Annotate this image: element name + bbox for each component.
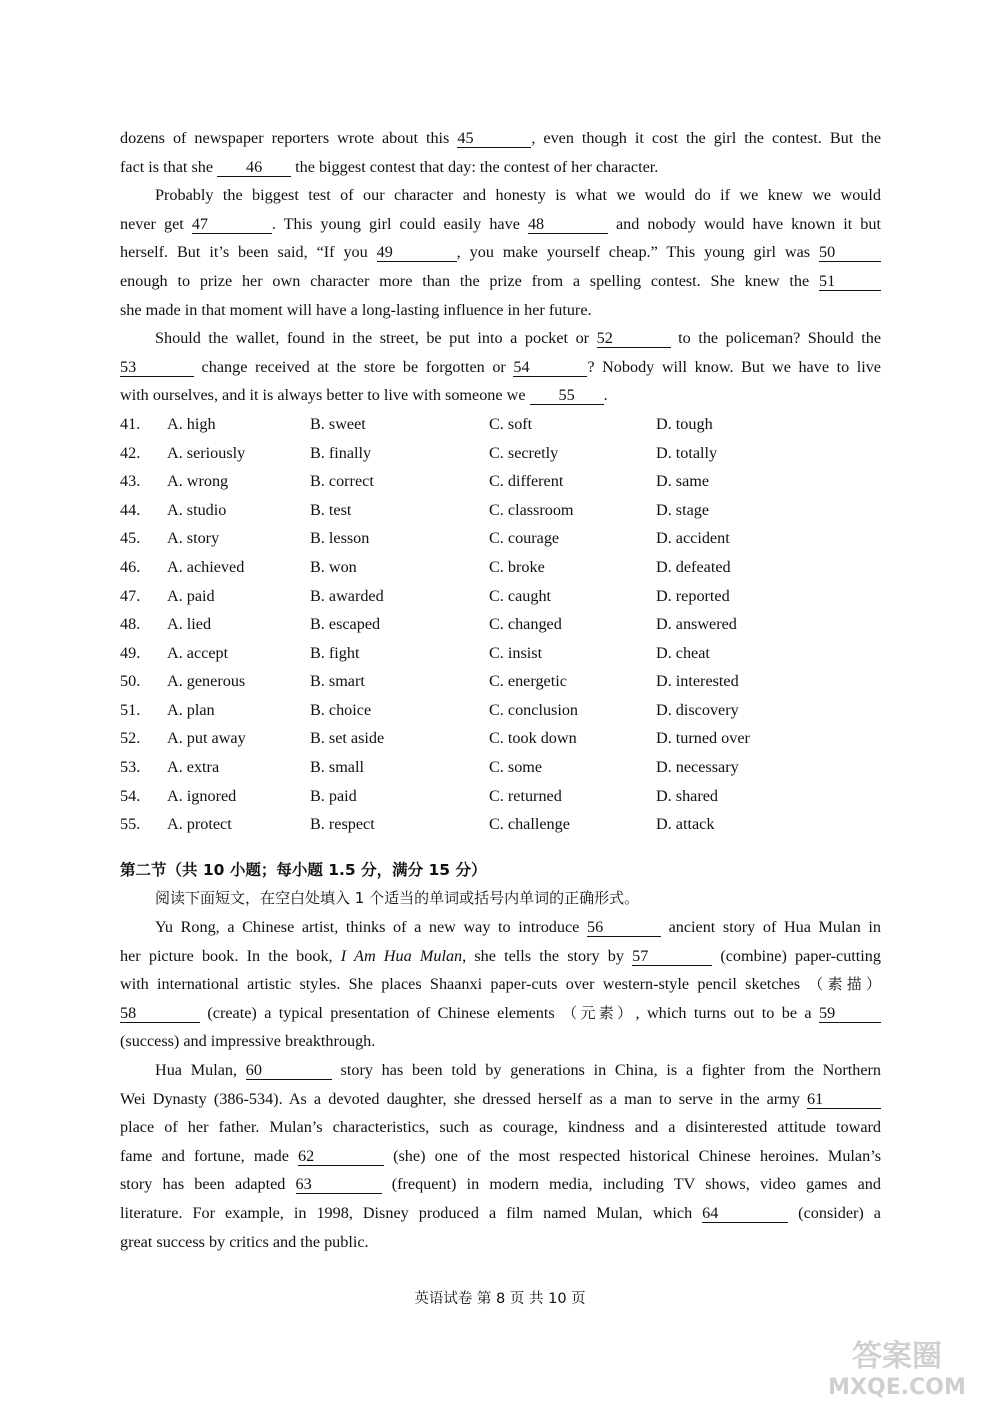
- blank-53: 53: [120, 358, 194, 377]
- option-c: C. energetic: [489, 672, 567, 691]
- option-d: D. totally: [656, 443, 718, 462]
- text: story has been told by generations in China, is a fighter from the Northern: [331, 1061, 881, 1079]
- option-row: [120, 439, 856, 468]
- option-row: [120, 410, 856, 439]
- blank-62: 62: [298, 1147, 384, 1166]
- blank-49: 49: [377, 243, 457, 262]
- passage2-line: [120, 913, 881, 942]
- option-c: C. took down: [489, 729, 577, 748]
- option-a: A. story: [167, 529, 220, 548]
- option-a: A. put away: [167, 729, 246, 748]
- passage1-line: [120, 324, 881, 353]
- option-c: C. changed: [489, 615, 562, 634]
- option-d: D. accident: [656, 529, 730, 548]
- question-number: 51.: [120, 700, 141, 719]
- option-row: [120, 553, 856, 582]
- passage1-line: [120, 153, 881, 182]
- text: , you make yourself cheap.” This young girl was: [456, 243, 819, 262]
- text: literature. For example, in 1998, Disney produced a film named Mulan, which: [120, 1203, 703, 1222]
- blank-52: 52: [597, 329, 671, 348]
- text: , she tells the story by: [462, 946, 633, 965]
- option-c: C. courage: [489, 529, 560, 548]
- text: Hua Mulan,: [155, 1061, 246, 1079]
- passage2-line: [120, 942, 881, 971]
- option-a: A. studio: [167, 500, 227, 519]
- passage1-line: [120, 267, 881, 296]
- option-b: B. fight: [310, 643, 360, 662]
- page-footer: 英语试卷 第 8 页 共 10 页: [414, 1291, 586, 1307]
- option-c: C. classroom: [489, 500, 574, 519]
- option-a: A. protect: [167, 815, 232, 834]
- blank-46: 46: [217, 158, 291, 177]
- blank-55: 55: [530, 386, 604, 405]
- option-a: A. paid: [167, 586, 215, 605]
- option-a: A. achieved: [167, 557, 245, 576]
- passage1-line: [120, 238, 881, 267]
- options-table: [120, 410, 856, 839]
- option-c: C. different: [489, 472, 564, 491]
- option-c: C. caught: [489, 586, 552, 605]
- blank-63: 63: [296, 1175, 382, 1194]
- passage2-line: [120, 1142, 881, 1171]
- option-d: D. necessary: [656, 758, 739, 777]
- option-c: C. some: [489, 758, 543, 777]
- option-row: [120, 667, 856, 696]
- option-row: [120, 496, 856, 525]
- option-c: C. insist: [489, 643, 543, 662]
- option-d: D. cheat: [656, 643, 710, 662]
- passage2-line: [120, 970, 881, 999]
- text: fame and fortune, made: [120, 1146, 298, 1165]
- text: never get: [120, 214, 192, 233]
- option-d: D. tough: [656, 414, 713, 433]
- option-d: D. answered: [656, 615, 737, 634]
- option-d: D. attack: [656, 815, 715, 834]
- question-number: 47.: [120, 586, 141, 605]
- blank-50: 50: [819, 243, 881, 262]
- option-c: C. challenge: [489, 815, 570, 834]
- option-a: A. wrong: [167, 472, 229, 491]
- option-d: D. same: [656, 472, 710, 491]
- text: with ourselves, and it is always better to live with someone we: [120, 386, 530, 405]
- option-row: [120, 810, 856, 839]
- question-number: 44.: [120, 500, 141, 519]
- question-number: 41.: [120, 414, 141, 433]
- text: (combine) paper-cutting: [712, 946, 881, 965]
- question-number: 50.: [120, 672, 141, 691]
- blank-61: 61: [807, 1090, 881, 1109]
- question-number: 42.: [120, 443, 141, 462]
- option-b: B. set aside: [310, 729, 385, 748]
- option-a: A. plan: [167, 700, 215, 719]
- passage1-line: [120, 124, 881, 153]
- section2-title: 第二节（共 10 小题；每小题 1.5 分，满分 15 分）: [120, 860, 487, 879]
- option-d: D. interested: [656, 672, 739, 691]
- passage2-line: [120, 1085, 881, 1114]
- blank-54: 54: [513, 358, 587, 377]
- text: her picture book. In the book,: [120, 946, 341, 965]
- text: , which turns out to be a: [635, 1003, 819, 1022]
- text: . This young girl could easily have: [271, 214, 528, 233]
- text: enough to prize her own character more than the prize from a spelling contest. She knew the: [120, 271, 819, 290]
- option-b: B. won: [310, 557, 357, 576]
- passage2-line: [120, 1199, 881, 1228]
- option-row: [120, 610, 856, 639]
- book-title: I Am Hua Mulan: [340, 946, 463, 965]
- option-a: A. accept: [167, 643, 229, 662]
- option-d: D. turned over: [656, 729, 750, 748]
- option-row: [120, 582, 856, 611]
- option-c: C. returned: [489, 786, 562, 805]
- text: fact is that she: [120, 157, 218, 176]
- option-b: B. choice: [310, 700, 372, 719]
- passage1-line: [120, 353, 881, 382]
- option-a: A. generous: [167, 672, 246, 691]
- option-b: B. lesson: [310, 529, 370, 548]
- question-number: 52.: [120, 729, 141, 748]
- option-row: [120, 524, 856, 553]
- text: ancient story of Hua Mulan in: [660, 918, 881, 937]
- option-b: B. awarded: [310, 586, 384, 605]
- blank-59: 59: [819, 1004, 881, 1023]
- option-row: [120, 724, 856, 753]
- option-b: B. respect: [310, 815, 375, 834]
- option-a: A. high: [167, 414, 216, 433]
- gloss: （元素）: [562, 1003, 636, 1022]
- question-number: 45.: [120, 529, 141, 548]
- text: (frequent) in modern media, including TV shows, video games and: [381, 1175, 881, 1194]
- text: (consider) a: [788, 1203, 881, 1222]
- blank-64: 64: [702, 1204, 788, 1223]
- text: (create) a typical presentation of Chinese elements: [200, 1003, 563, 1022]
- option-b: B. escaped: [310, 615, 381, 634]
- passage1-line: [120, 381, 881, 410]
- text: Should the wallet, found in the street, be put into a pocket or: [155, 329, 597, 348]
- option-row: [120, 782, 856, 811]
- question-number: 49.: [120, 643, 141, 662]
- watermark-text-2: MXQE.COM: [828, 1375, 966, 1400]
- passage2-line: (success) and impressive breakthrough.: [120, 1032, 376, 1051]
- option-a: A. ignored: [167, 786, 237, 805]
- blank-48: 48: [528, 215, 608, 234]
- text: with international artistic styles. She places Shaanxi paper-cuts over western-style pencil sketches: [120, 975, 809, 994]
- text: Wei Dynasty (386-534). As a devoted daughter, she dressed herself as a man to serve in the army: [120, 1089, 807, 1108]
- passage2-line: [120, 1056, 881, 1085]
- blank-56: 56: [587, 918, 661, 937]
- text: story has been adapted: [120, 1175, 296, 1194]
- option-b: B. sweet: [310, 414, 366, 433]
- gloss: （素描）: [808, 975, 881, 994]
- section2-instruction: 阅读下面短文，在空白处填入 1 个适当的单词或括号内单词的正确形式。: [155, 889, 640, 908]
- option-a: A. lied: [167, 615, 212, 634]
- option-d: D. defeated: [656, 557, 731, 576]
- option-d: D. discovery: [656, 700, 739, 719]
- option-c: C. secretly: [489, 443, 559, 462]
- option-c: C. conclusion: [489, 700, 579, 719]
- question-number: 43.: [120, 472, 141, 491]
- text: ? Nobody will know. But we have to live: [587, 357, 881, 376]
- passage2-line: [120, 1170, 881, 1199]
- option-b: B. finally: [310, 443, 372, 462]
- blank-45: 45: [457, 129, 531, 148]
- option-a: A. extra: [167, 758, 220, 777]
- option-b: B. test: [310, 500, 352, 519]
- text: , even though it cost the girl the contest. But the: [531, 129, 882, 147]
- passage1-line: she made in that moment will have a long-lasting influence in her future.: [120, 300, 592, 319]
- option-row: [120, 467, 856, 496]
- text: the biggest contest that day: the contest of her character.: [291, 157, 659, 176]
- option-row: [120, 753, 856, 782]
- blank-58: 58: [120, 1004, 200, 1023]
- blank-47: 47: [192, 215, 272, 234]
- question-number: 54.: [120, 786, 141, 805]
- blank-60: 60: [246, 1061, 332, 1080]
- option-d: D. stage: [656, 500, 710, 519]
- text: .: [603, 386, 608, 405]
- text: to the policeman? Should the: [670, 329, 882, 348]
- passage2-line: great success by critics and the public.: [120, 1232, 369, 1251]
- option-a: A. seriously: [167, 443, 246, 462]
- passage2-line: place of her father. Mulan’s characteristics, such as courage, kindness and a disinterested attitude toward: [120, 1118, 881, 1137]
- exam-page: [120, 124, 881, 1256]
- question-number: 53.: [120, 758, 141, 777]
- question-number: 48.: [120, 615, 141, 634]
- question-number: 46.: [120, 557, 141, 576]
- option-b: B. small: [310, 758, 364, 777]
- passage2-line: [120, 999, 881, 1028]
- text: change received at the store be forgotten or: [194, 357, 514, 376]
- question-number: 55.: [120, 815, 141, 834]
- option-c: C. broke: [489, 557, 545, 576]
- blank-57: 57: [632, 947, 712, 966]
- text: (she) one of the most respected historical Chinese heroines. Mulan’s: [384, 1146, 881, 1165]
- blank-51: 51: [819, 272, 881, 291]
- option-row: [120, 639, 856, 668]
- option-row: [120, 696, 856, 725]
- option-d: D. shared: [656, 786, 719, 805]
- watermark-text-1: 答案圈: [852, 1339, 942, 1374]
- text: dozens of newspaper reporters wrote about this: [120, 129, 458, 147]
- text: Yu Rong, a Chinese artist, thinks of a new way to introduce: [155, 918, 587, 937]
- option-b: B. paid: [310, 786, 357, 805]
- option-c: C. soft: [489, 414, 533, 433]
- text: and nobody would have known it but: [607, 214, 881, 233]
- text: herself. But it’s been said, “If you: [120, 243, 377, 262]
- watermark-logo: [812, 1330, 982, 1400]
- passage1-line: Probably the biggest test of our character and honesty is what we would do if we knew we would: [155, 186, 881, 205]
- option-b: B. correct: [310, 472, 374, 491]
- option-b: B. smart: [310, 672, 365, 691]
- passage1-line: [120, 210, 881, 239]
- option-d: D. reported: [656, 586, 730, 605]
